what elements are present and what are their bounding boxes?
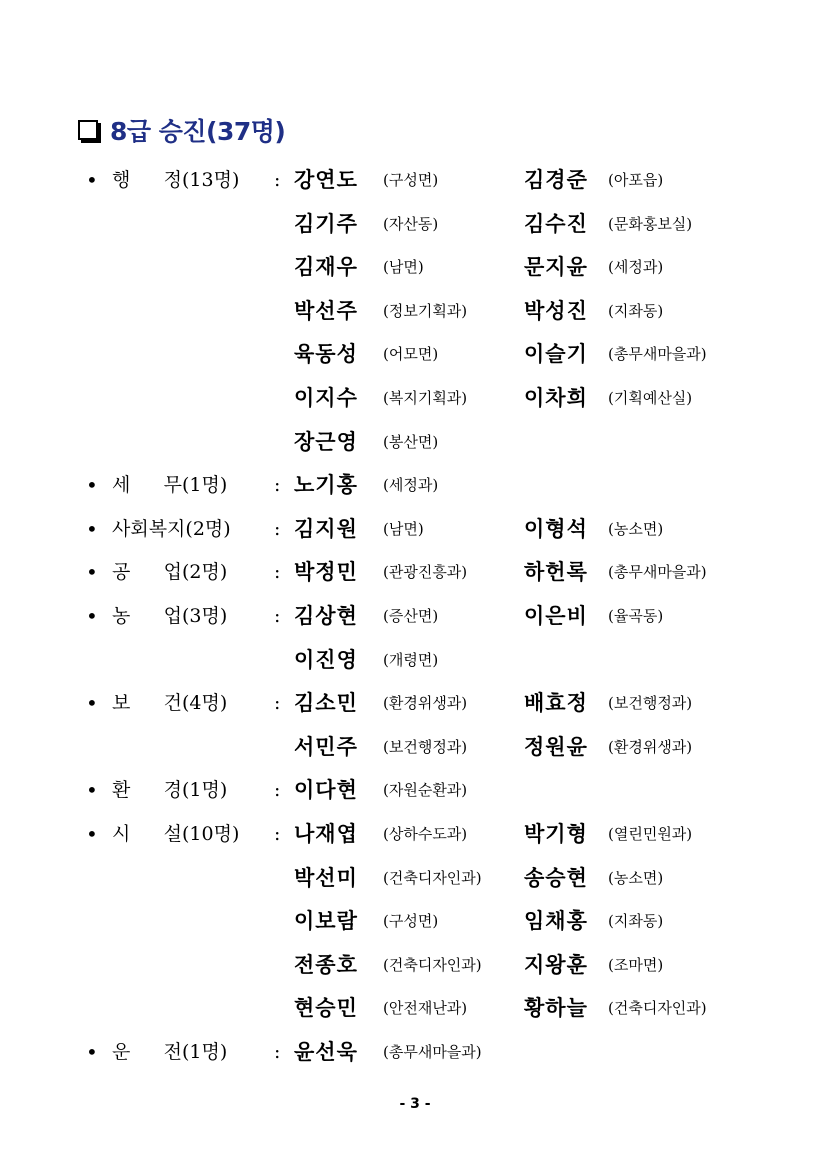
list-row xyxy=(0,817,830,851)
category-label xyxy=(112,686,282,720)
page-number: - 3 - xyxy=(399,1096,431,1112)
category-count: (2명) xyxy=(182,561,228,584)
person-department: (세정과) xyxy=(383,476,439,495)
person-department: (조마면) xyxy=(608,955,664,974)
person-department: (자원순환과) xyxy=(383,781,468,800)
person-name: 이보람 xyxy=(294,908,358,934)
person-name: 문지윤 xyxy=(524,254,588,280)
list-row xyxy=(0,730,830,764)
person-name: 김수진 xyxy=(524,210,588,236)
person-name: 김소민 xyxy=(294,690,358,716)
colon-separator: : xyxy=(274,692,281,715)
category-char: 정 xyxy=(163,169,182,191)
list-row xyxy=(0,425,830,459)
person-name: 박정민 xyxy=(294,559,358,585)
category-name xyxy=(112,468,182,502)
person-department: (봉산면) xyxy=(383,432,439,451)
list-row xyxy=(0,599,830,633)
person-name: 송승현 xyxy=(524,864,588,890)
person-department: (세정과) xyxy=(608,258,664,277)
category-char: 무 xyxy=(163,474,182,497)
category-label xyxy=(112,599,282,633)
category-label xyxy=(112,512,282,546)
list-row xyxy=(0,250,830,284)
bullet-icon: • xyxy=(86,1040,98,1064)
person-name: 이차희 xyxy=(524,385,588,410)
colon-separator: : xyxy=(274,1041,281,1063)
bullet-icon: • xyxy=(86,168,98,192)
category-char: 설 xyxy=(163,823,182,845)
person-name: 이은비 xyxy=(524,603,588,628)
category-name xyxy=(112,773,182,807)
person-department: (남면) xyxy=(383,258,424,277)
bullet-icon: • xyxy=(86,560,98,585)
person-name: 하헌록 xyxy=(524,559,588,585)
person-department: (지좌동) xyxy=(608,912,664,931)
list-row xyxy=(0,294,830,328)
person-name: 지왕훈 xyxy=(524,951,588,977)
person-department: (정보기획과) xyxy=(383,301,468,320)
person-department: (어모면) xyxy=(383,345,439,364)
category-name xyxy=(112,555,182,589)
category-count: (3명) xyxy=(182,605,228,627)
category-char: 세 xyxy=(112,474,131,497)
list-row xyxy=(0,512,830,546)
category-char: 환 xyxy=(112,779,131,802)
person-name: 이진영 xyxy=(294,646,358,672)
list-row xyxy=(0,991,830,1025)
list-row xyxy=(0,207,830,241)
person-name: 배효정 xyxy=(524,690,588,716)
category-name xyxy=(112,817,182,851)
person-name: 이형석 xyxy=(524,515,588,541)
colon-separator: : xyxy=(274,779,281,802)
person-name: 이슬기 xyxy=(524,341,588,367)
person-department: (아포읍) xyxy=(608,171,664,189)
person-department: (기획예산실) xyxy=(608,389,693,407)
person-department: (구성면) xyxy=(383,171,439,189)
category-char: 공 xyxy=(112,561,131,584)
list-row xyxy=(0,773,830,807)
category-char: 업 xyxy=(163,605,182,627)
person-name: 김상현 xyxy=(294,603,358,628)
person-department: (건축디자인과) xyxy=(608,999,707,1018)
person-name: 현승민 xyxy=(294,995,358,1021)
person-department: (열린민원과) xyxy=(608,825,693,843)
person-department: (율곡동) xyxy=(608,607,664,625)
category-count: (4명) xyxy=(182,692,228,715)
person-name: 박선미 xyxy=(294,864,358,890)
category-char: 보 xyxy=(112,692,131,715)
person-name: 장근영 xyxy=(294,428,358,454)
colon-separator: : xyxy=(274,517,281,540)
category-char: 시 xyxy=(112,823,131,845)
list-row xyxy=(0,163,830,197)
person-department: (환경위생과) xyxy=(608,737,693,756)
category-name xyxy=(112,686,182,720)
list-row xyxy=(0,337,830,371)
person-name: 서민주 xyxy=(294,733,358,759)
list-row xyxy=(0,643,830,677)
person-department: (총무새마을과) xyxy=(608,345,707,364)
bullet-icon: • xyxy=(86,822,98,846)
person-department: (농소면) xyxy=(608,519,664,538)
category-count: (1명) xyxy=(182,1041,228,1063)
person-department: (보건행정과) xyxy=(608,694,693,713)
bullet-icon: • xyxy=(86,604,98,628)
category-label xyxy=(112,1035,282,1069)
person-department: (문화홍보실) xyxy=(608,214,693,233)
category-name xyxy=(112,1035,182,1069)
person-name: 박기형 xyxy=(524,821,588,846)
person-department: (복지기획과) xyxy=(383,389,468,407)
list-row xyxy=(0,381,830,415)
category-label xyxy=(112,817,282,851)
list-row xyxy=(0,904,830,938)
person-department: (총무새마을과) xyxy=(608,563,707,582)
person-name: 임채홍 xyxy=(524,908,588,934)
person-name: 김재우 xyxy=(294,254,358,280)
person-department: (보건행정과) xyxy=(383,737,468,756)
person-name: 박성진 xyxy=(524,297,588,323)
colon-separator: : xyxy=(274,169,281,191)
person-department: (건축디자인과) xyxy=(383,868,482,887)
person-name: 황하늘 xyxy=(524,995,588,1021)
list-row xyxy=(0,1035,830,1069)
person-name: 김지원 xyxy=(294,515,358,541)
person-name: 윤선욱 xyxy=(294,1039,358,1064)
person-department: (총무새마을과) xyxy=(383,1043,482,1061)
person-department: (증산면) xyxy=(383,607,439,625)
category-count: (1명) xyxy=(182,779,228,802)
category-count: (13명) xyxy=(182,169,240,191)
colon-separator: : xyxy=(274,605,281,627)
category-char: 경 xyxy=(163,779,182,802)
bullet-icon: • xyxy=(86,691,98,716)
person-name: 노기홍 xyxy=(294,472,358,498)
category-char: 업 xyxy=(163,561,182,584)
person-department: (환경위생과) xyxy=(383,694,468,713)
list-row xyxy=(0,686,830,720)
person-name: 전종호 xyxy=(294,951,358,977)
person-name: 정원윤 xyxy=(524,733,588,759)
category-label xyxy=(112,163,282,197)
category-count: (10명) xyxy=(182,823,240,845)
category-char: 행 xyxy=(112,169,131,191)
category-char: 운 xyxy=(112,1041,131,1063)
category-name xyxy=(112,599,182,633)
person-name: 이지수 xyxy=(294,385,358,410)
person-department: (농소면) xyxy=(608,868,664,887)
category-name: 사회복지 xyxy=(112,517,186,540)
category-count: (1명) xyxy=(182,474,228,497)
person-department: (구성면) xyxy=(383,912,439,931)
category-char: 전 xyxy=(163,1041,182,1063)
bullet-icon: • xyxy=(86,473,98,498)
category-name xyxy=(112,163,182,197)
person-name: 김경준 xyxy=(524,167,588,192)
person-name: 강연도 xyxy=(294,167,358,192)
colon-separator: : xyxy=(274,561,281,584)
bullet-icon: • xyxy=(86,516,98,541)
person-name: 이다현 xyxy=(294,777,358,803)
person-department: (지좌동) xyxy=(608,301,664,320)
person-department: (남면) xyxy=(383,519,424,538)
category-label xyxy=(112,773,282,807)
person-department: (상하수도과) xyxy=(383,825,468,843)
category-label xyxy=(112,468,282,502)
person-department: (관광진흥과) xyxy=(383,563,468,582)
colon-separator: : xyxy=(274,823,281,845)
section-title: 8급 승진(37명) xyxy=(110,117,286,146)
person-name: 박선주 xyxy=(294,297,358,323)
person-department: (개령면) xyxy=(383,650,439,669)
category-char: 건 xyxy=(163,692,182,715)
list-row xyxy=(0,948,830,982)
person-name: 나재엽 xyxy=(294,821,358,846)
list-row xyxy=(0,555,830,589)
category-label xyxy=(112,555,282,589)
category-count: (2명) xyxy=(185,517,231,540)
person-name: 육동성 xyxy=(294,341,358,367)
bullet-icon: • xyxy=(86,778,98,803)
person-name: 김기주 xyxy=(294,210,358,236)
colon-separator: : xyxy=(274,474,281,497)
category-char: 농 xyxy=(112,605,131,627)
person-department: (자산동) xyxy=(383,214,439,233)
list-row xyxy=(0,861,830,895)
person-department: (건축디자인과) xyxy=(383,955,482,974)
list-row xyxy=(0,468,830,502)
person-department: (안전재난과) xyxy=(383,999,468,1018)
